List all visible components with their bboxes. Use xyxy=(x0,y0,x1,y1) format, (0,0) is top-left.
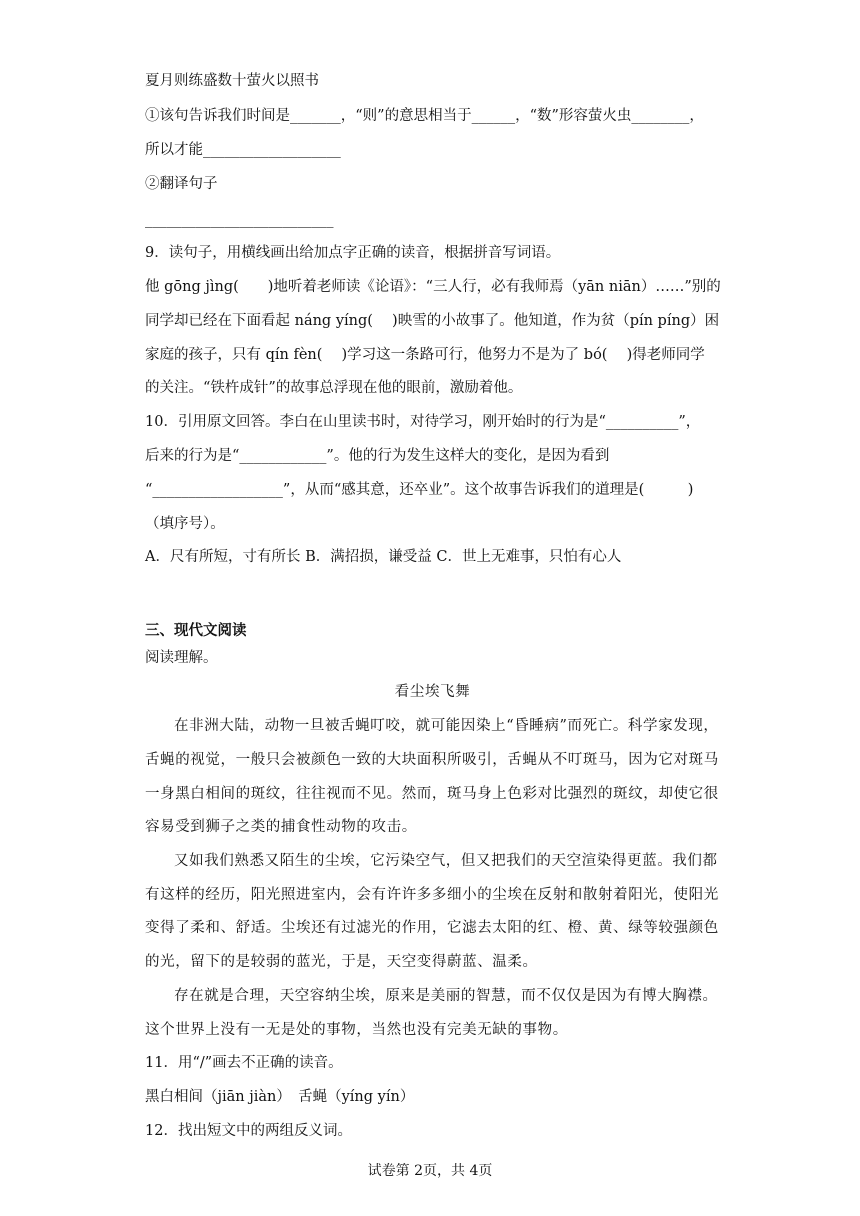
answer-options: A．尺有所短，寸有所长 B．满招损，谦受益 C．世上无难事，只怕有心人 xyxy=(145,549,622,565)
article-line: 变得了柔和、舒适。尘埃还有过滤光的作用，它滤去太阳的红、橙、黄、绿等较强颜色 xyxy=(145,920,719,936)
text-line: ②翻译句子 xyxy=(145,176,218,192)
section-title: 三、现代文阅读 xyxy=(145,622,247,639)
text-line: “__________________”，从而“感其意，还卒业”。这个故事告诉我们的道理是( ) xyxy=(145,482,694,498)
text-line: 所以才能___________________ xyxy=(145,142,341,158)
article-line: 的光，留下的是较弱的蓝光，于是，天空变得蔚蓝、温柔。 xyxy=(145,954,538,970)
article-line: 存在就是合理，天空容纳尘埃，原来是美丽的智慧，而不仅仅是因为有博大胸襟。 xyxy=(174,988,718,1004)
text-line: （填序号）。 xyxy=(145,516,225,532)
article-line: 容易受到狮子之类的捕食性动物的攻击。 xyxy=(145,819,417,835)
section-intro: 阅读理解。 xyxy=(145,650,218,666)
text-line: 黑白相间（jiān jiàn） 舌蝇（yíng yín） xyxy=(145,1089,415,1105)
text-line: 夏月则练盛数十萤火以照书 xyxy=(145,73,319,89)
article-line: 在非洲大陆，动物一旦被舌蝇叮咬，就可能因染上“昏睡病”而死亡。科学家发现， xyxy=(174,718,719,734)
text-line: 同学却已经在下面看起 náng yíng( )映雪的小故事了。他知道，作为贫（pín píng）困 xyxy=(145,313,720,329)
article-line: 有这样的经历，阳光照进室内，会有许许多多细小的尘埃在反射和散射着阳光，使阳光 xyxy=(145,887,719,903)
text-line: 后来的行为是“____________”。他的行为发生这样大的变化，是因为看到 xyxy=(145,448,610,464)
article-line: 这个世界上没有一无是处的事物，当然也没有完美无缺的事物。 xyxy=(145,1022,568,1038)
text-line: 他 gōng jìng( )地听着老师读《论语》：“三人行，必有我师焉（yān niān）……”别的 xyxy=(145,279,721,295)
article-line: 一身黑白相间的斑纹，往往视而不见。然而，斑马身上色彩对比强烈的斑纹，却使它很 xyxy=(145,786,719,802)
question-11: 11．用“/”画去不正确的读音。 xyxy=(145,1055,343,1071)
text-line: 家庭的孩子，只有 qín fèn( )学习这一条路可行，他努力不是为了 bó( )得老师同学 xyxy=(145,347,705,363)
article-line: 舌蝇的视觉，一般只会被颜色一致的大块面积所吸引，舌蝇从不叮斑马，因为它对斑马 xyxy=(145,752,719,768)
article-title: 看尘埃飞舞 xyxy=(394,684,471,700)
text-line: 的关注。“铁杵成针”的故事总浮现在他的眼前，激励着他。 xyxy=(145,380,523,396)
question-10: 10．引用原文回答。李白在山里读书时，对待学习，刚开始时的行为是“__________”， xyxy=(145,414,701,430)
answer-blank: __________________________ xyxy=(145,212,334,228)
page-footer: 试卷第 2页，共 4页 xyxy=(367,1163,493,1179)
question-12: 12．找出短文中的两组反义词。 xyxy=(145,1123,352,1139)
question-9: 9．读句子，用横线画出给加点字正确的读音，根据拼音写词语。 xyxy=(145,245,561,261)
text-line: ①该句告诉我们时间是_______，“则”的意思相当于______，“数”形容萤火虫________， xyxy=(145,108,704,124)
article-line: 又如我们熟悉又陌生的尘埃，它污染空气，但又把我们的天空渲染得更蓝。我们都 xyxy=(174,853,718,869)
